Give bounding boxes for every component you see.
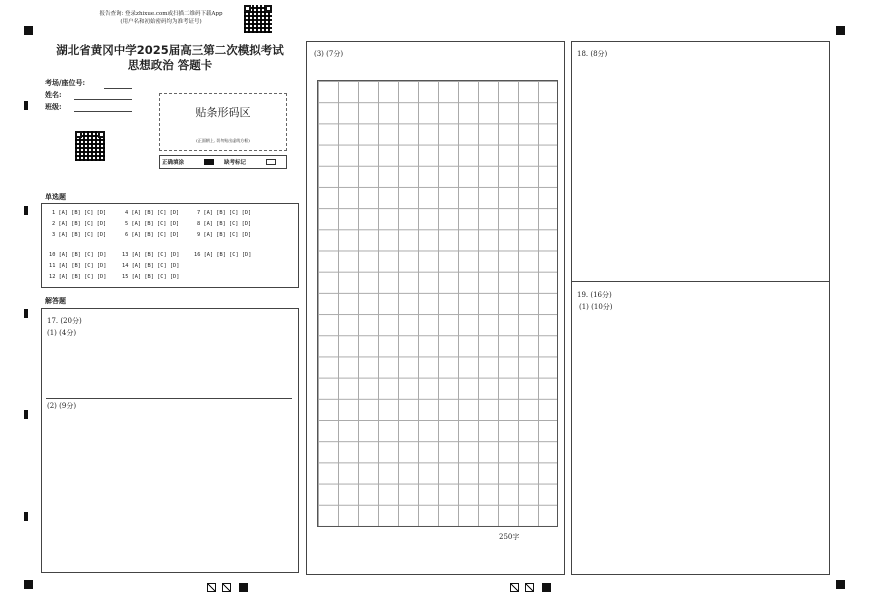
- mcq-choice[interactable]: 15 [A] [B] [C] [D]: [122, 274, 180, 280]
- absent-mark-label: 缺考标记: [224, 160, 247, 166]
- q17-1-label: (1) (4分): [47, 329, 77, 337]
- mcq-choice[interactable]: 10 [A] [B] [C] [D]: [49, 252, 107, 258]
- q18-answer-box[interactable]: [571, 41, 830, 282]
- mcq-choice[interactable]: 8 [A] [B] [C] [D]: [197, 221, 252, 227]
- subject-title: 思想政治 答题卡: [127, 58, 213, 72]
- q17-2-label: (2) (9分): [47, 402, 77, 410]
- mcq-box: [41, 203, 299, 288]
- exam-title: 湖北省黄冈中学2025届高三第二次模拟考试: [56, 43, 284, 57]
- corner-mark-bottom-left: [24, 580, 33, 589]
- mcq-choice[interactable]: 16 [A] [B] [C] [D]: [194, 252, 252, 258]
- q19-1-label: (1) (10分): [579, 303, 613, 311]
- mcq-choice[interactable]: 11 [A] [B] [C] [D]: [49, 263, 107, 269]
- mcq-choice[interactable]: 9 [A] [B] [C] [D]: [197, 232, 252, 238]
- fill-legend: [159, 155, 287, 169]
- timing-mark: [24, 206, 28, 215]
- mcq-choice[interactable]: 3 [A] [B] [C] [D]: [52, 232, 107, 238]
- corner-mark-top-right: [836, 26, 845, 35]
- notice-line-2: (用户名和初始密码均为准考证号): [120, 19, 202, 25]
- mcq-choice[interactable]: 4 [A] [B] [C] [D]: [125, 210, 180, 216]
- q17-answer-box[interactable]: [41, 308, 299, 573]
- exam-seat-label: 考场/座位号:: [45, 78, 86, 87]
- correct-fill-swatch: [204, 159, 214, 165]
- class-field[interactable]: [74, 111, 132, 112]
- timing-mark: [24, 101, 28, 110]
- grid-word-count: 250字: [499, 533, 520, 541]
- notice-line-1: 报告查询: 登录zhixue.com或扫描二维码下载App: [99, 11, 223, 17]
- q19-label: 19. (16分): [577, 291, 612, 299]
- qr-code-icon[interactable]: [244, 5, 272, 33]
- answers-section-title: 解答题: [45, 297, 66, 305]
- mcq-choice[interactable]: 2 [A] [B] [C] [D]: [52, 221, 107, 227]
- divider: [46, 398, 292, 399]
- qr-code-icon: [75, 131, 105, 161]
- barcode-note: (正面朝上, 切勿贴出虚线方框): [196, 138, 250, 143]
- timing-mark: [24, 512, 28, 521]
- q17-3-label: (3) (7分): [314, 50, 344, 58]
- mcq-choice[interactable]: 14 [A] [B] [C] [D]: [122, 263, 180, 269]
- class-label: 班级:: [45, 102, 62, 111]
- timing-mark: [24, 410, 28, 419]
- absent-mark-checkbox[interactable]: [266, 159, 276, 165]
- correct-fill-label: 正确填涂: [162, 160, 185, 166]
- exam-seat-field[interactable]: [104, 88, 132, 89]
- page-mark-filled: [542, 583, 551, 592]
- page-mark-slash: [207, 583, 216, 592]
- q17-label: 17. (20分): [47, 317, 82, 325]
- corner-mark-bottom-right: [836, 580, 845, 589]
- page-mark-slash: [222, 583, 231, 592]
- barcode-area: [159, 93, 287, 151]
- barcode-label: 贴条形码区: [195, 106, 251, 119]
- writing-grid[interactable]: [317, 80, 558, 527]
- mcq-choice[interactable]: 13 [A] [B] [C] [D]: [122, 252, 180, 258]
- timing-mark: [24, 309, 28, 318]
- name-label: 姓名:: [45, 90, 62, 99]
- name-field[interactable]: [74, 99, 132, 100]
- mcq-section-title: 单选题: [45, 193, 66, 201]
- page-mark-filled: [239, 583, 248, 592]
- mcq-choice[interactable]: 1 [A] [B] [C] [D]: [52, 210, 107, 216]
- mcq-choice[interactable]: 5 [A] [B] [C] [D]: [125, 221, 180, 227]
- q18-label: 18. (8分): [577, 50, 608, 58]
- q19-answer-box[interactable]: [571, 281, 830, 575]
- corner-mark-top-left: [24, 26, 33, 35]
- mcq-choice[interactable]: 6 [A] [B] [C] [D]: [125, 232, 180, 238]
- page-mark-slash: [525, 583, 534, 592]
- mcq-choice[interactable]: 7 [A] [B] [C] [D]: [197, 210, 252, 216]
- mcq-choice[interactable]: 12 [A] [B] [C] [D]: [49, 274, 107, 280]
- page-mark-slash: [510, 583, 519, 592]
